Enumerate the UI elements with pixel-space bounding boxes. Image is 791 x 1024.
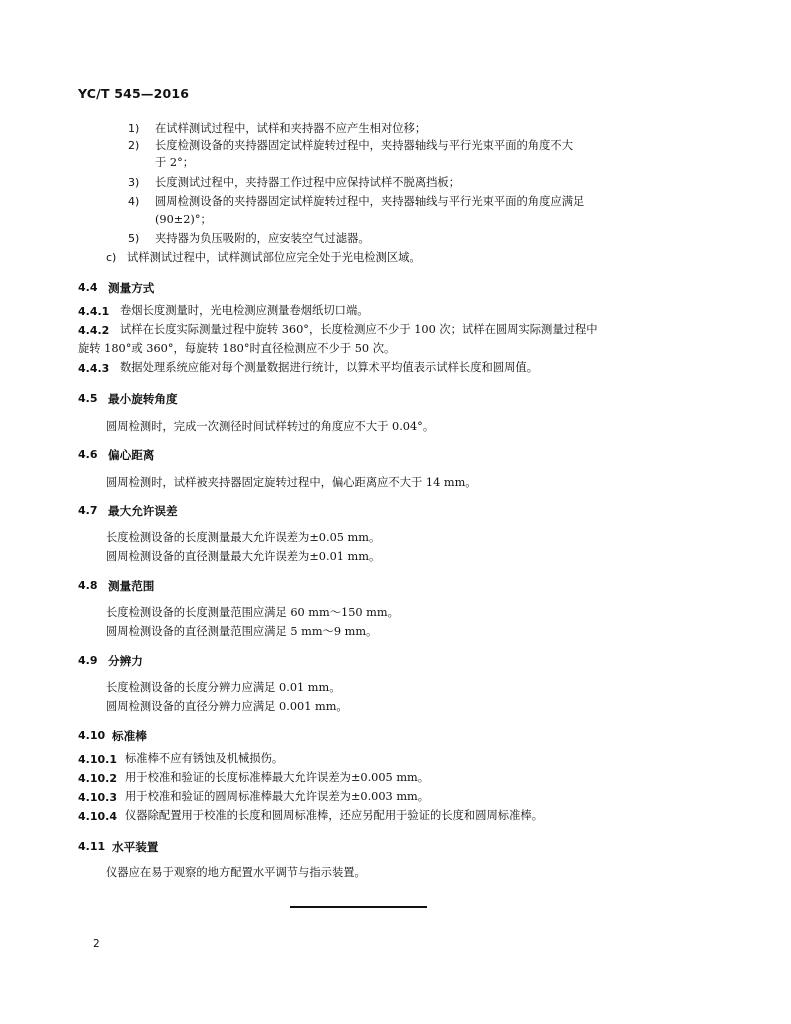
section-title: 标准棒 xyxy=(112,729,147,743)
section-number: 4.5 xyxy=(78,392,98,405)
section-title: 测量方式 xyxy=(108,281,155,295)
clause-text: 用于校准和验证的圆周标准棒最大允许误差为±0.003 mm。 xyxy=(125,790,430,803)
list-item-text-continuation: (90±2)°； xyxy=(155,213,212,226)
section-body-line: 圆周检测设备的直径测量最大允许误差为±0.01 mm。 xyxy=(106,550,381,563)
end-divider xyxy=(290,906,427,908)
section-number: 4.4 xyxy=(78,281,98,294)
section-number: 4.9 xyxy=(78,654,98,667)
list-item-text: 在试样测试过程中，试样和夹持器不应产生相对位移； xyxy=(155,122,427,135)
list-item-number: 1) xyxy=(128,122,140,135)
clause-number: 4.10.2 xyxy=(78,772,117,785)
clause-number: 4.10.3 xyxy=(78,791,117,804)
item-c-text: 试样测试过程中，试样测试部位应完全处于光电检测区域。 xyxy=(127,251,421,264)
list-item-number: 3) xyxy=(128,176,140,189)
clause-number: 4.10.4 xyxy=(78,810,117,823)
list-item-number: 5) xyxy=(128,232,140,245)
clause-text: 试样在长度实际测量过程中旋转 360°，长度检测应不少于 100 次；试样在圆周实际测量过程中 xyxy=(120,323,598,336)
section-body-line: 长度检测设备的长度测量范围应满足 60 mm～150 mm。 xyxy=(106,606,399,619)
list-item-text-continuation: 于 2°； xyxy=(155,156,195,169)
section-title: 偏心距离 xyxy=(108,448,155,462)
section-body: 圆周检测时，试样被夹持器固定旋转过程中，偏心距离应不大于 14 mm。 xyxy=(106,476,477,489)
section-body: 仪器应在易于观察的地方配置水平调节与指示装置。 xyxy=(106,866,366,879)
section-number: 4.10 xyxy=(78,729,106,742)
clause-number: 4.4.2 xyxy=(78,324,110,337)
section-body-line: 圆周检测设备的直径分辨力应满足 0.001 mm。 xyxy=(106,700,348,713)
section-number: 4.6 xyxy=(78,448,98,461)
page-number: 2 xyxy=(93,938,100,950)
section-body-line: 长度检测设备的长度测量最大允许误差为±0.05 mm。 xyxy=(106,531,381,544)
item-c-number: c) xyxy=(106,251,117,264)
clause-text-continuation: 旋转 180°或 360°，每旋转 180°时直径检测应不少于 50 次。 xyxy=(78,342,396,355)
clause-text: 用于校准和验证的长度标准棒最大允许误差为±0.005 mm。 xyxy=(125,771,430,784)
section-number: 4.11 xyxy=(78,840,106,853)
section-title: 分辨力 xyxy=(108,654,143,668)
clause-text: 标准棒不应有锈蚀及机械损伤。 xyxy=(125,752,284,765)
list-item-text: 夹持器为负压吸附的，应安装空气过滤器。 xyxy=(155,232,370,245)
clause-text: 卷烟长度测量时，光电检测应测量卷烟纸切口端。 xyxy=(120,304,369,317)
list-item-text: 圆周检测设备的夹持器固定试样旋转过程中，夹持器轴线与平行光束平面的角度应满足 xyxy=(155,195,585,208)
section-body-line: 长度检测设备的长度分辨力应满足 0.01 mm。 xyxy=(106,681,341,694)
section-title: 最大允许误差 xyxy=(108,504,178,518)
standard-code: YC/T 545—2016 xyxy=(78,86,190,101)
list-item-text: 长度检测设备的夹持器固定试样旋转过程中，夹持器轴线与平行光束平面的角度不大 xyxy=(155,139,573,152)
section-title: 测量范围 xyxy=(108,579,155,593)
section-number: 4.7 xyxy=(78,504,98,517)
section-number: 4.8 xyxy=(78,579,98,592)
section-body-line: 圆周检测设备的直径测量范围应满足 5 mm～9 mm。 xyxy=(106,625,378,638)
section-title: 最小旋转角度 xyxy=(108,392,178,406)
section-body: 圆周检测时，完成一次测径时间试样转过的角度应不大于 0.04°。 xyxy=(106,420,435,433)
clause-text: 仪器除配置用于校准的长度和圆周标准棒，还应另配用于验证的长度和圆周标准棒。 xyxy=(125,809,543,822)
clause-number: 4.10.1 xyxy=(78,753,117,766)
list-item-number: 2) xyxy=(128,139,140,152)
list-item-number: 4) xyxy=(128,195,140,208)
list-item-text: 长度测试过程中，夹持器工作过程中应保持试样不脱离挡板； xyxy=(155,176,461,189)
section-title: 水平装置 xyxy=(112,840,159,854)
clause-number: 4.4.1 xyxy=(78,305,110,318)
clause-number: 4.4.3 xyxy=(78,362,110,375)
clause-text: 数据处理系统应能对每个测量数据进行统计，以算术平均值表示试样长度和圆周值。 xyxy=(120,361,538,374)
